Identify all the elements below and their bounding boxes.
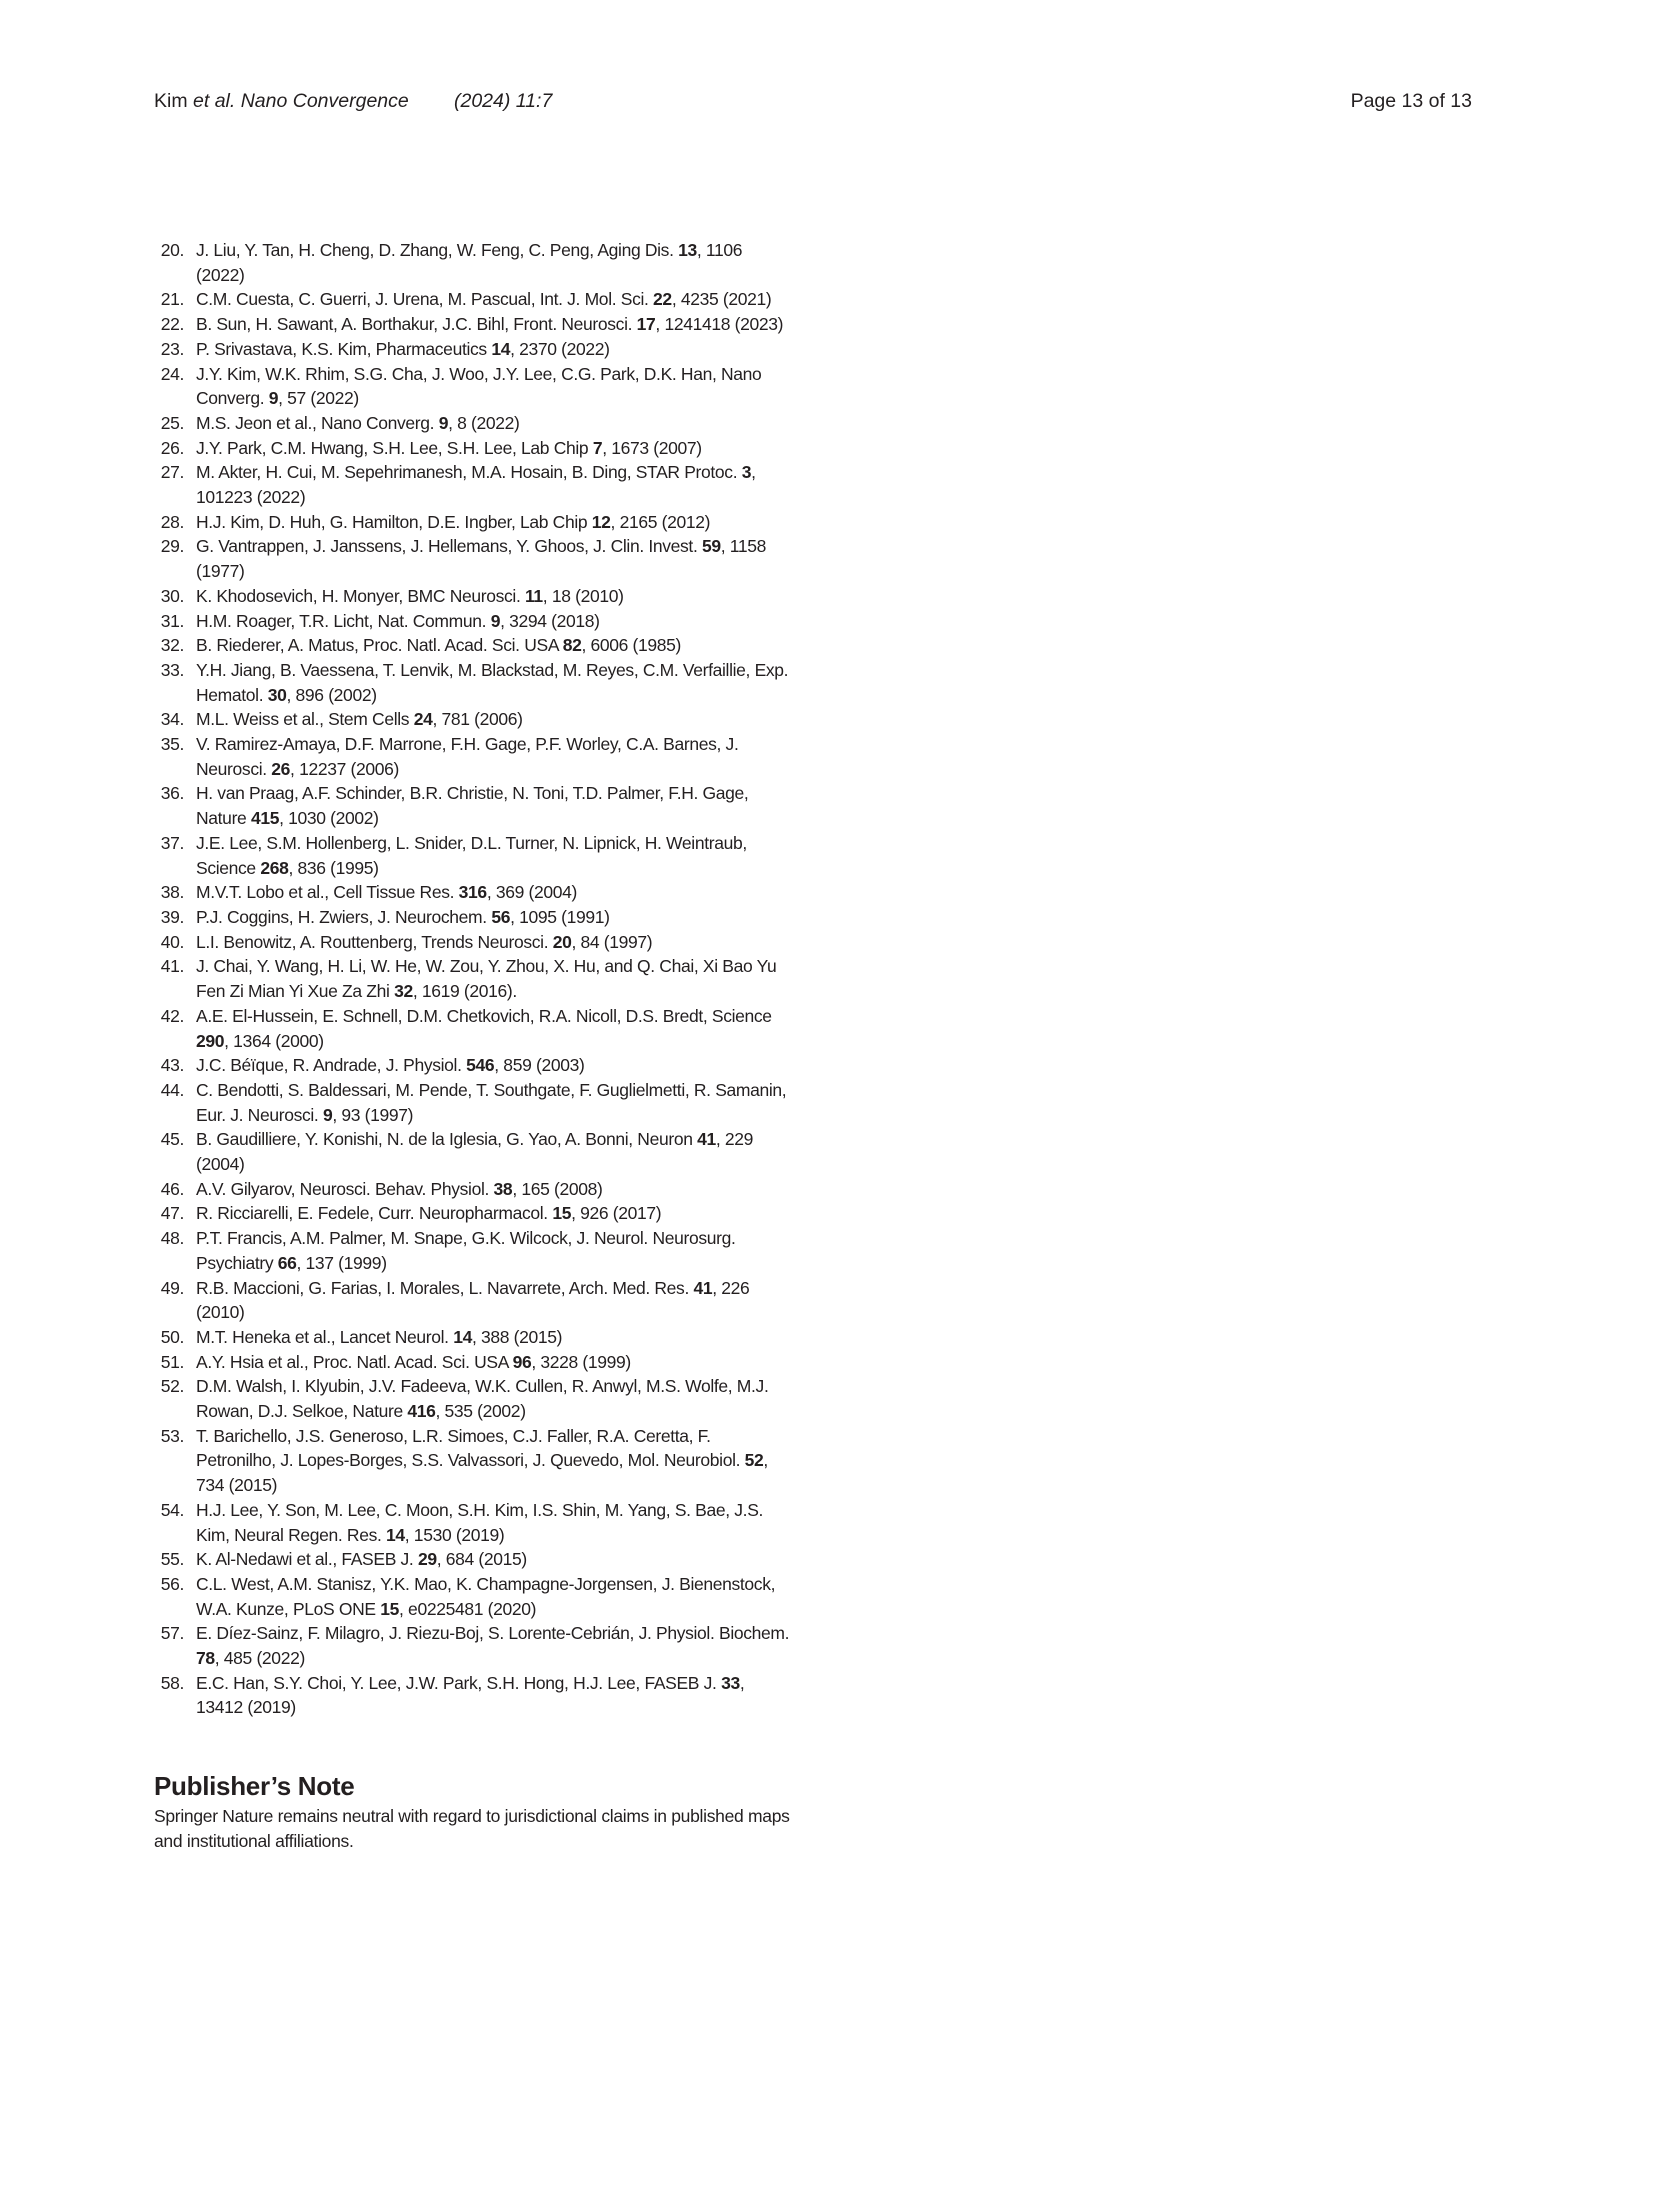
reference-volume: 3 bbox=[741, 462, 752, 483]
reference-item bbox=[154, 707, 794, 732]
reference-segment: , 1158 (1977) bbox=[196, 536, 767, 582]
reference-item bbox=[154, 460, 794, 509]
reference-segment: , 57 (2022) bbox=[278, 388, 359, 409]
reference-item bbox=[154, 238, 794, 287]
reference-segment: H.J. Lee, Y. Son, M. Lee, C. Moon, S.H. Kim, I.S. Shin, M. Yang, S. Bae, J.S. Kim, Neural Regen. Res. bbox=[196, 1499, 764, 1545]
reference-segment: , 1030 (2002) bbox=[279, 808, 379, 829]
reference-number: 45. bbox=[160, 1129, 184, 1150]
reference-volume: 15 bbox=[552, 1203, 572, 1224]
reference-segment: G. Vantrappen, J. Janssens, J. Hellemans, Y. Ghoos, J. Clin. Invest. bbox=[196, 536, 702, 557]
reference-segment: , 229 (2004) bbox=[196, 1129, 754, 1175]
reference-segment: B. Riederer, A. Matus, Proc. Natl. Acad. Sci. USA bbox=[196, 635, 563, 656]
reference-segment: R.B. Maccioni, G. Farias, I. Morales, L. Navarrete, Arch. Med. Res. bbox=[196, 1277, 694, 1298]
reference-segment: , 101223 (2022) bbox=[196, 462, 756, 508]
reference-segment: B. Sun, H. Sawant, A. Borthakur, J.C. Bihl, Front. Neurosci. bbox=[196, 314, 637, 335]
reference-number: 43. bbox=[160, 1055, 184, 1076]
reference-text bbox=[196, 956, 776, 1001]
reference-volume: 66 bbox=[277, 1252, 297, 1273]
reference-number: 27. bbox=[160, 462, 184, 483]
reference-text bbox=[196, 660, 788, 705]
reference-segment: , 137 (1999) bbox=[296, 1252, 387, 1273]
reference-segment: , 836 (1995) bbox=[288, 857, 379, 878]
publisher-note-body: Springer Nature remains neutral with regard to jurisdictional claims in published maps and institutional affiliations. bbox=[154, 1806, 790, 1851]
reference-segment: , 84 (1997) bbox=[571, 931, 653, 952]
reference-volume: 96 bbox=[512, 1351, 532, 1372]
reference-text bbox=[196, 932, 652, 952]
reference-item bbox=[154, 1547, 794, 1572]
reference-volume: 38 bbox=[493, 1178, 513, 1199]
reference-volume: 32 bbox=[394, 981, 413, 1002]
reference-volume: 9 bbox=[438, 412, 449, 433]
reference-text bbox=[196, 611, 600, 631]
header-etal: et al. bbox=[193, 90, 236, 112]
reference-segment: D.M. Walsh, I. Klyubin, J.V. Fadeeva, W.K. Cullen, R. Anwyl, M.S. Wolfe, M.J. Rowan, D.J. Selkoe, Nature bbox=[196, 1376, 769, 1422]
reference-item bbox=[154, 287, 794, 312]
reference-text bbox=[196, 1623, 789, 1668]
reference-text bbox=[196, 882, 577, 902]
reference-number: 37. bbox=[160, 832, 184, 853]
reference-segment: , 8 (2022) bbox=[448, 412, 520, 433]
reference-text bbox=[196, 289, 771, 309]
reference-text bbox=[196, 783, 748, 828]
reference-segment: , 6006 (1985) bbox=[581, 635, 682, 656]
reference-segment: , 369 (2004) bbox=[486, 882, 577, 903]
reference-number: 31. bbox=[160, 610, 184, 631]
reference-segment: K. Khodosevich, H. Monyer, BMC Neurosci. bbox=[196, 585, 525, 606]
reference-number: 34. bbox=[160, 709, 184, 730]
reference-segment: , 535 (2002) bbox=[435, 1401, 526, 1422]
reference-number: 47. bbox=[160, 1203, 184, 1224]
reference-text bbox=[196, 586, 624, 606]
reference-text bbox=[196, 1278, 749, 1323]
publisher-note-title: Publisher’s Note bbox=[154, 1771, 355, 1801]
reference-volume: 20 bbox=[552, 931, 572, 952]
reference-number: 55. bbox=[160, 1549, 184, 1570]
reference-number: 28. bbox=[160, 511, 184, 532]
reference-text bbox=[196, 1179, 602, 1199]
reference-segment: J. Chai, Y. Wang, H. Li, W. He, W. Zou, Y. Zhou, X. Hu, and Q. Chai, Xi Bao Yu Fen Zi Mian Yi Xue Za Zhi bbox=[196, 956, 777, 1002]
reference-segment: , 1106 (2022) bbox=[196, 240, 743, 285]
reference-segment: , 485 (2022) bbox=[214, 1648, 305, 1669]
reference-volume: 268 bbox=[260, 857, 289, 878]
reference-text bbox=[196, 438, 702, 458]
reference-volume: 9 bbox=[268, 388, 279, 409]
reference-segment: , e0225481 (2020) bbox=[399, 1598, 537, 1619]
reference-segment: , 926 (2017) bbox=[571, 1203, 662, 1224]
reference-segment: H. van Praag, A.F. Schinder, B.R. Christie, N. Toni, T.D. Palmer, F.H. Gage, Nature bbox=[196, 783, 749, 829]
reference-segment: , 1095 (1991) bbox=[510, 906, 610, 927]
reference-text bbox=[196, 1080, 786, 1125]
reference-text bbox=[196, 1203, 661, 1223]
reference-number: 41. bbox=[160, 956, 184, 977]
reference-volume: 7 bbox=[592, 437, 603, 458]
reference-volume: 41 bbox=[697, 1129, 716, 1150]
reference-item bbox=[154, 1498, 794, 1547]
reference-segment: V. Ramirez-Amaya, D.F. Marrone, F.H. Gage, P.F. Worley, C.A. Barnes, J. Neurosci. bbox=[196, 734, 739, 779]
reference-number: 51. bbox=[160, 1351, 184, 1372]
reference-segment: C. Bendotti, S. Baldessari, M. Pende, T. Southgate, F. Guglielmetti, R. Samanin, Eur. J. Neurosci. bbox=[196, 1079, 787, 1125]
reference-text bbox=[196, 1426, 768, 1495]
reference-number: 56. bbox=[160, 1573, 184, 1594]
reference-volume: 14 bbox=[491, 338, 511, 359]
reference-number: 46. bbox=[160, 1178, 184, 1199]
reference-item bbox=[154, 732, 794, 781]
reference-volume: 416 bbox=[407, 1401, 436, 1422]
reference-text bbox=[196, 240, 742, 285]
reference-item bbox=[154, 510, 794, 535]
reference-number: 32. bbox=[160, 635, 184, 656]
reference-item bbox=[154, 609, 794, 634]
reference-volume: 59 bbox=[701, 536, 721, 557]
reference-item bbox=[154, 1350, 794, 1375]
reference-number: 48. bbox=[160, 1228, 184, 1249]
reference-segment: P.J. Coggins, H. Zwiers, J. Neurochem. bbox=[196, 906, 492, 927]
reference-segment: , 12237 (2006) bbox=[290, 758, 399, 779]
reference-item bbox=[154, 1127, 794, 1176]
reference-segment: , 165 (2008) bbox=[512, 1178, 603, 1199]
reference-item bbox=[154, 1276, 794, 1325]
reference-volume: 546 bbox=[466, 1055, 495, 1076]
reference-volume: 290 bbox=[196, 1030, 225, 1051]
reference-text bbox=[196, 314, 783, 334]
reference-segment: J. Liu, Y. Tan, H. Cheng, D. Zhang, W. Feng, C. Peng, Aging Dis. bbox=[196, 240, 679, 260]
reference-number: 42. bbox=[160, 1005, 184, 1026]
reference-segment: M. Akter, H. Cui, M. Sepehrimanesh, M.A. Hosain, B. Ding, STAR Protoc. bbox=[196, 462, 742, 483]
reference-text bbox=[196, 635, 681, 655]
reference-text bbox=[196, 1129, 753, 1174]
reference-item bbox=[154, 1671, 794, 1720]
reference-text bbox=[196, 364, 761, 409]
reference-segment: , 93 (1997) bbox=[332, 1104, 414, 1125]
reference-segment: R. Ricciarelli, E. Fedele, Curr. Neuropharmacol. bbox=[196, 1203, 553, 1224]
reference-segment: P. Srivastava, K.S. Kim, Pharmaceutics bbox=[196, 338, 492, 359]
reference-segment: J.Y. Kim, W.K. Rhim, S.G. Cha, J. Woo, J.Y. Lee, C.G. Park, D.K. Han, Nano Converg. bbox=[196, 363, 762, 409]
reference-item bbox=[154, 1325, 794, 1350]
reference-segment: , 2165 (2012) bbox=[610, 511, 711, 532]
reference-item bbox=[154, 1053, 794, 1078]
reference-volume: 14 bbox=[386, 1524, 405, 1545]
reference-segment: Y.H. Jiang, B. Vaessena, T. Lenvik, M. Blackstad, M. Reyes, C.M. Verfaillie, Exp. Hematol. bbox=[196, 659, 789, 705]
reference-volume: 415 bbox=[250, 808, 280, 829]
reference-segment: , 18 (2010) bbox=[542, 585, 624, 606]
reference-segment: M.T. Heneka et al., Lancet Neurol. bbox=[196, 1326, 454, 1347]
reference-segment: M.V.T. Lobo et al., Cell Tissue Res. bbox=[196, 882, 459, 903]
reference-segment: M.S. Jeon et al., Nano Converg. bbox=[196, 412, 439, 433]
reference-segment: C.M. Cuesta, C. Guerri, J. Urena, M. Pascual, Int. J. Mol. Sci. bbox=[196, 289, 654, 310]
reference-item bbox=[154, 1078, 794, 1127]
reference-segment: H.M. Roager, T.R. Licht, Nat. Commun. bbox=[196, 610, 491, 631]
reference-number: 22. bbox=[160, 314, 184, 335]
reference-segment: L.I. Benowitz, A. Routtenberg, Trends Neurosci. bbox=[196, 931, 553, 952]
reference-number: 52. bbox=[160, 1376, 184, 1397]
reference-item bbox=[154, 1374, 794, 1423]
reference-item bbox=[154, 880, 794, 905]
reference-text bbox=[196, 907, 610, 927]
reference-number: 58. bbox=[160, 1672, 184, 1693]
reference-item bbox=[154, 1177, 794, 1202]
reference-segment: , 3294 (2018) bbox=[500, 610, 600, 631]
reference-volume: 14 bbox=[453, 1326, 472, 1347]
running-header bbox=[154, 88, 1472, 114]
reference-number: 25. bbox=[160, 412, 184, 433]
reference-segment: A.Y. Hsia et al., Proc. Natl. Acad. Sci. USA bbox=[196, 1351, 513, 1372]
reference-segment: , 388 (2015) bbox=[471, 1326, 563, 1347]
reference-number: 36. bbox=[160, 783, 184, 804]
reference-volume: 78 bbox=[196, 1648, 215, 1669]
reference-number: 53. bbox=[160, 1425, 184, 1446]
reference-number: 20. bbox=[160, 240, 184, 260]
reference-volume: 29 bbox=[417, 1549, 437, 1570]
header-journal: Nano Convergence bbox=[240, 90, 409, 112]
reference-text bbox=[196, 1228, 736, 1273]
reference-number: 33. bbox=[160, 659, 184, 680]
reference-number: 44. bbox=[160, 1079, 184, 1100]
reference-item bbox=[154, 633, 794, 658]
header-citation bbox=[154, 88, 409, 114]
reference-number: 49. bbox=[160, 1277, 184, 1298]
reference-item bbox=[154, 831, 794, 880]
reference-volume: 316 bbox=[458, 882, 487, 903]
reference-volume: 9 bbox=[490, 610, 501, 631]
reference-number: 39. bbox=[160, 906, 184, 927]
reference-text bbox=[196, 1673, 744, 1718]
reference-volume: 17 bbox=[636, 314, 656, 335]
reference-volume: 56 bbox=[491, 906, 511, 927]
reference-item bbox=[154, 312, 794, 337]
page-number: Page 13 of 13 bbox=[1350, 90, 1472, 112]
reference-segment: , 734 (2015) bbox=[196, 1450, 768, 1496]
reference-item bbox=[154, 411, 794, 436]
reference-item bbox=[154, 930, 794, 955]
reference-volume: 82 bbox=[562, 635, 582, 656]
reference-text bbox=[196, 709, 523, 729]
reference-item bbox=[154, 781, 794, 830]
reference-volume: 15 bbox=[380, 1598, 400, 1619]
reference-list bbox=[154, 238, 794, 1720]
reference-segment: J.Y. Park, C.M. Hwang, S.H. Lee, S.H. Lee, Lab Chip bbox=[196, 437, 593, 458]
reference-text bbox=[196, 1327, 562, 1347]
reference-number: 38. bbox=[160, 882, 184, 903]
reference-item bbox=[154, 1226, 794, 1275]
reference-text bbox=[196, 1549, 527, 1569]
reference-segment: J.C. Béïque, R. Andrade, J. Physiol. bbox=[196, 1055, 467, 1076]
reference-volume: 11 bbox=[524, 585, 543, 606]
reference-segment: E.C. Han, S.Y. Choi, Y. Lee, J.W. Park, S.H. Hong, H.J. Lee, FASEB J. bbox=[196, 1672, 722, 1693]
reference-number: 57. bbox=[160, 1623, 184, 1644]
reference-segment: , 226 (2010) bbox=[196, 1277, 750, 1323]
reference-segment: , 896 (2002) bbox=[286, 684, 377, 705]
reference-number: 26. bbox=[160, 437, 184, 458]
reference-text bbox=[196, 734, 738, 779]
publisher-note bbox=[154, 1770, 794, 1854]
reference-segment: , 684 (2015) bbox=[436, 1549, 527, 1570]
reference-volume: 24 bbox=[413, 709, 433, 730]
reference-number: 29. bbox=[160, 536, 184, 557]
reference-segment: K. Al-Nedawi et al., FASEB J. bbox=[196, 1549, 418, 1570]
reference-segment: , 781 (2006) bbox=[432, 709, 523, 730]
reference-segment: A.V. Gilyarov, Neurosci. Behav. Physiol. bbox=[196, 1178, 494, 1199]
reference-item bbox=[154, 1201, 794, 1226]
reference-volume: 26 bbox=[271, 758, 291, 779]
reference-segment: C.L. West, A.M. Stanisz, Y.K. Mao, K. Champagne-Jorgensen, J. Bienenstock, W.A. Kunze, PLoS ONE bbox=[196, 1573, 776, 1619]
reference-segment: , 859 (2003) bbox=[494, 1055, 585, 1076]
reference-text bbox=[196, 1006, 772, 1051]
reference-segment: , 1364 (2000) bbox=[224, 1030, 324, 1051]
reference-item bbox=[154, 658, 794, 707]
reference-number: 23. bbox=[160, 338, 184, 359]
reference-text bbox=[196, 1574, 775, 1619]
reference-item bbox=[154, 1004, 794, 1053]
reference-volume: 13 bbox=[678, 240, 697, 260]
reference-item bbox=[154, 362, 794, 411]
reference-number: 54. bbox=[160, 1499, 184, 1520]
reference-number: 21. bbox=[160, 289, 184, 310]
reference-segment: , 3228 (1999) bbox=[531, 1351, 631, 1372]
reference-volume: 52 bbox=[744, 1450, 764, 1471]
reference-item bbox=[154, 1572, 794, 1621]
reference-segment: B. Gaudilliere, Y. Konishi, N. de la Iglesia, G. Yao, A. Bonni, Neuron bbox=[196, 1129, 698, 1150]
reference-item bbox=[154, 436, 794, 461]
reference-segment: A.E. El-Hussein, E. Schnell, D.M. Chetkovich, R.A. Nicoll, D.S. Bredt, Science bbox=[196, 1005, 772, 1026]
reference-text bbox=[196, 462, 756, 507]
reference-text bbox=[196, 833, 747, 878]
reference-number: 30. bbox=[160, 585, 184, 606]
reference-text bbox=[196, 339, 610, 359]
reference-text bbox=[196, 1500, 763, 1545]
reference-item bbox=[154, 1621, 794, 1670]
reference-segment: T. Barichello, J.S. Generoso, L.R. Simoes, C.J. Faller, R.A. Ceretta, F. Petronilho, J. Lopes-Borges, S.S. Valvassori, J. Quevedo, Mol. Neurobiol. bbox=[196, 1425, 745, 1471]
reference-segment: , 4235 (2021) bbox=[671, 289, 772, 310]
reference-volume: 30 bbox=[267, 684, 287, 705]
header-authors: Kim bbox=[154, 90, 188, 112]
reference-number: 50. bbox=[160, 1326, 184, 1347]
reference-volume: 22 bbox=[653, 289, 672, 310]
reference-segment: , 1241418 (2023) bbox=[655, 314, 784, 335]
reference-segment: M.L. Weiss et al., Stem Cells bbox=[196, 709, 414, 730]
reference-text bbox=[196, 1376, 768, 1421]
reference-segment: H.J. Kim, D. Huh, G. Hamilton, D.E. Ingber, Lab Chip bbox=[196, 511, 592, 532]
reference-volume: 12 bbox=[591, 511, 611, 532]
reference-segment: P.T. Francis, A.M. Palmer, M. Snape, G.K. Wilcock, J. Neurol. Neurosurg. Psychiatry bbox=[196, 1228, 736, 1273]
reference-number: 40. bbox=[160, 931, 184, 952]
reference-item bbox=[154, 534, 794, 583]
reference-segment: E. Díez-Sainz, F. Milagro, J. Riezu-Boj, S. Lorente-Cebrián, J. Physiol. Biochem. bbox=[196, 1623, 790, 1644]
reference-item bbox=[154, 584, 794, 609]
reference-volume: 9 bbox=[322, 1104, 333, 1125]
reference-number: 35. bbox=[160, 734, 184, 755]
reference-item bbox=[154, 1424, 794, 1498]
reference-segment: , 2370 (2022) bbox=[510, 338, 610, 359]
reference-volume: 33 bbox=[721, 1672, 740, 1693]
reference-segment: , 13412 (2019) bbox=[196, 1672, 745, 1718]
reference-text bbox=[196, 512, 710, 532]
reference-number: 24. bbox=[160, 363, 184, 384]
reference-segment: , 1530 (2019) bbox=[404, 1524, 505, 1545]
reference-text bbox=[196, 413, 519, 433]
reference-segment: , 1619 (2016). bbox=[412, 981, 517, 1002]
reference-segment: , 1673 (2007) bbox=[602, 437, 702, 458]
reference-item bbox=[154, 954, 794, 1003]
reference-segment: J.E. Lee, S.M. Hollenberg, L. Snider, D.L. Turner, N. Lipnick, H. Weintraub, Science bbox=[196, 832, 747, 878]
reference-text bbox=[196, 536, 766, 581]
reference-text bbox=[196, 1352, 631, 1372]
reference-text bbox=[196, 1055, 584, 1075]
reference-volume: 41 bbox=[693, 1277, 713, 1298]
header-year-volume: (2024) 11:7 bbox=[454, 90, 553, 112]
reference-item bbox=[154, 337, 794, 362]
reference-item bbox=[154, 905, 794, 930]
